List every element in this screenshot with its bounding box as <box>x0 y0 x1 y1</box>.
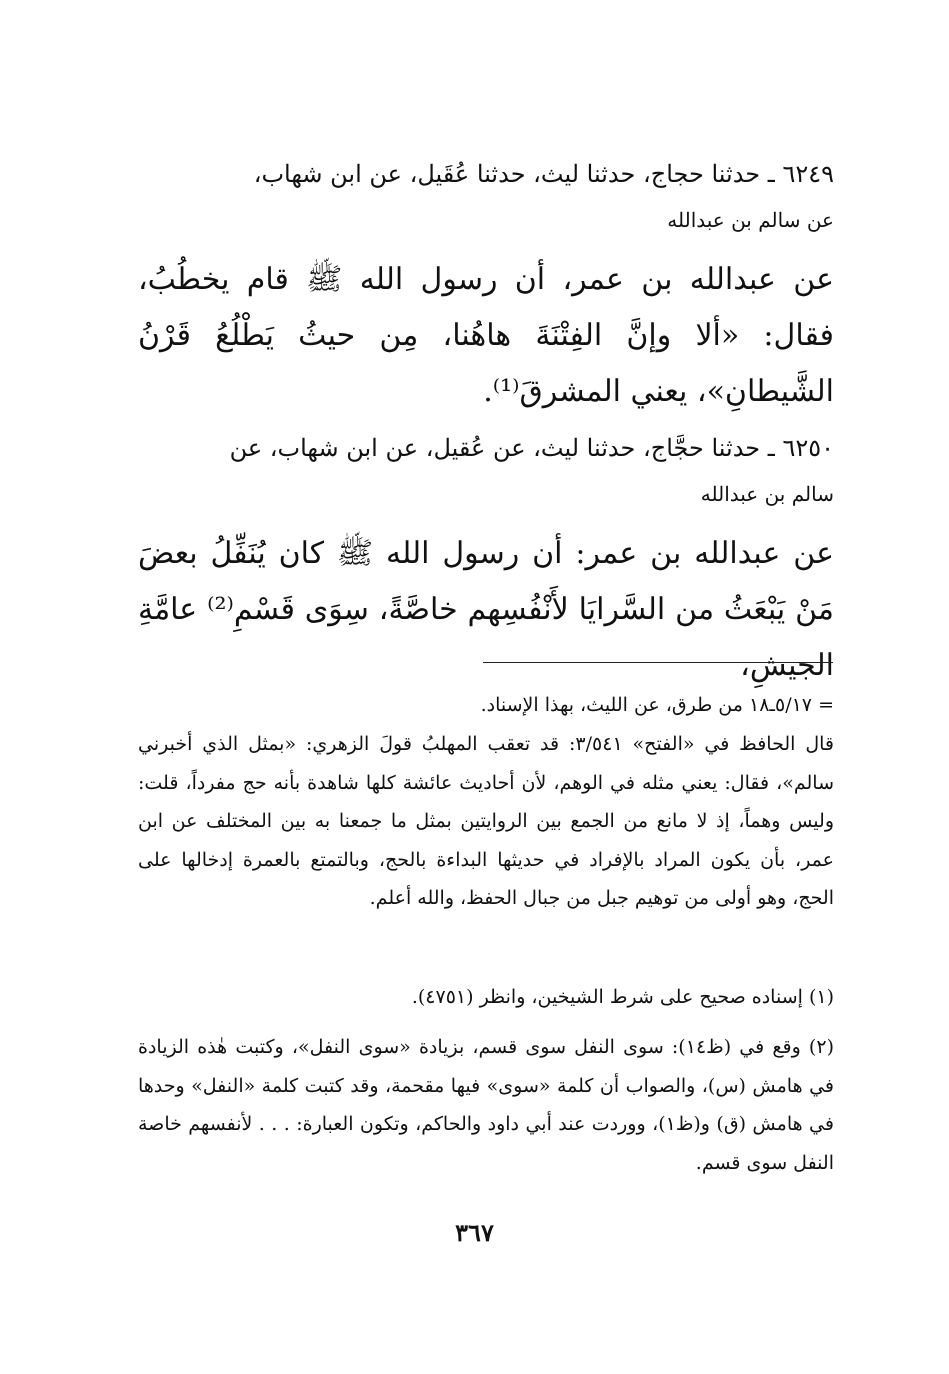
footnote-divider <box>483 662 833 663</box>
hadith-6250-isnad-continued: سالم بن عبدالله <box>700 482 834 506</box>
page-number: ٣٦٧ <box>455 1218 494 1247</box>
footnote-previous-continuation: = ٥/١٧ـ١٨ من طرق، عن الليث، بهذا الإسناد. <box>480 694 834 716</box>
hadith-6249-matn: عن عبدالله بن عمر، أن رسول الله ﷺ قام يخطُبُ، فقال: «ألا وإنَّ الفِتْنَةَ هاهُنا، مِن حيثُ يَطْلُعُ قَرْنُ الشَّيطانِ»، يعني المشرقَ⁽¹⁾. <box>138 262 834 409</box>
hadith-6250-matn: عن عبدالله بن عمر: أن رسول الله ﷺ كان يُنَفِّلُ بعضَ مَنْ يَبْعَثُ من السَّرايَا لأَنْفُسِهم خاصَّةً، سِوَى قَسْمِ⁽²⁾ عامَّةِ الجيشِ، <box>138 536 834 683</box>
hadith-6249-isnad-continued: عن سالم بن عبدالله <box>667 208 834 232</box>
footnote-2: (٢) وقع في (ظ١٤): سوى النفل سوى قسم، بزيادة «سوى النفل»، وكتبت هٰذه الزيادة في هامش (س)، والصواب أن كلمة «سوى» فيها مقحمة، وقد كتبت كلمة «النفل» وحدها في هامش (ق) و(ظ١)، ووردت عند أبي داود والحاكم، وتكون العبارة: . . . لأنفسهم خاصة النفل سوى قسم. <box>138 1036 834 1174</box>
hadith-6250-isnad: ٦٢٥٠ ـ حدثنا حجَّاج، حدثنا ليث، عن عُقيل، عن ابن شهاب، عن <box>229 434 834 462</box>
hadith-6249-isnad: ٦٢٤٩ ـ حدثنا حجاج، حدثنا ليث، حدثنا عُقَيل، عن ابن شهاب، <box>253 160 834 188</box>
footnote-previous-paragraph: قال الحافظ في «الفتح» ٣/٥٤١: قد تعقب المهلبُ قولَ الزهري: «بمثل الذي أخبرني سالم»، فقال: يعني مثله في الوهم، لأن أحاديث عائشة كلها شاهدة بأنه حج مفرداً، قلت: وليس وهماً، إذ لا مانع من الجمع بين الروايتين بمثل ما جمعنا به بين المختلف عن ابن عمر، بأن يكون المراد بالإفراد في حديثها البداءة بالحج، وبالتمتع بالعمرة إدخالها على الحج، وهو أولى من توهيم جبل من جبال الحفظ، والله أعلم. <box>138 733 834 909</box>
footnote-1: (١) إسناده صحيح على شرط الشيخين، وانظر (٤٧٥١). <box>411 986 834 1008</box>
